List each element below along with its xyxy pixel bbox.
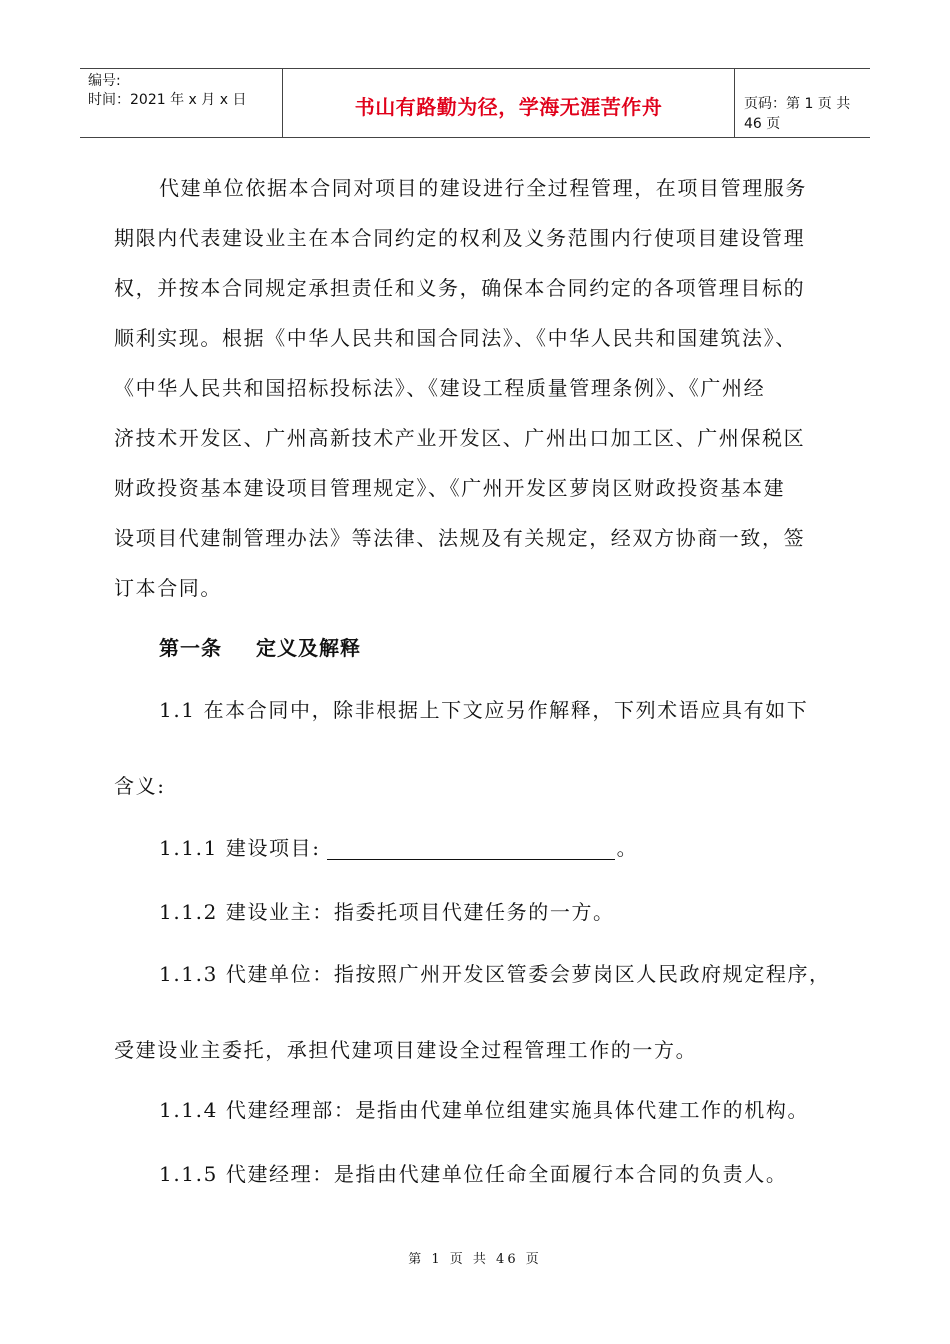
paragraph-line: 设项目代建制管理办法》等法律、法规及有关规定，经双方协商一致，签	[114, 526, 806, 550]
clause-1-1-3: 1.1.3 代建单位：指按照广州开发区管委会萝岗区人民政府规定程序，	[159, 962, 831, 986]
clause-1-1-continuation: 含义:	[114, 774, 166, 798]
time-label: 时间：2021 年 x 月 x 日	[88, 92, 247, 108]
header-motto-cell	[282, 69, 735, 137]
paragraph-line: 代建单位依据本合同对项目的建设进行全过程管理，在项目管理服务	[159, 176, 807, 200]
paragraph-line: 财政投资基本建设项目管理规定》、《广州开发区萝岗区财政投资基本建	[114, 476, 786, 500]
blank-fill-line	[327, 839, 615, 860]
number-label: 编号:	[88, 73, 121, 89]
clause-1-1-2: 1.1.2 建设业主：指委托项目代建任务的一方。	[159, 900, 615, 924]
paragraph-line: 顺利实现。根据《中华人民共和国合同法》、《中华人民共和国建筑法》、	[114, 326, 797, 350]
motto-text: 书山有路勤为径，学海无涯苦作舟	[354, 95, 663, 119]
paragraph-line: 济技术开发区、广州高新技术产业开发区、广州出口加工区、广州保税区	[114, 426, 806, 450]
clause-1-1-1-end: 。	[616, 836, 639, 860]
clause-1-1-1	[159, 836, 638, 860]
clause-1-1: 1.1 在本合同中，除非根据上下文应另作解释，下列术语应具有如下	[159, 698, 809, 722]
article-number: 第一条	[159, 636, 222, 660]
article-heading	[159, 636, 361, 660]
paragraph-line: 《中华人民共和国招标投标法》、《建设工程质量管理条例》、《广州经	[114, 376, 766, 400]
clause-1-1-5: 1.1.5 代建经理：是指由代建单位任命全面履行本合同的负责人。	[159, 1162, 788, 1186]
paragraph-line: 订本合同。	[114, 576, 222, 600]
header-page-label: 页码：第 1 页 共 46 页	[744, 96, 851, 132]
clause-1-1-3-continuation: 受建设业主委托，承担代建项目建设全过程管理工作的一方。	[114, 1038, 698, 1062]
clause-1-1-4: 1.1.4 代建经理部：是指由代建单位组建实施具体代建工作的机构。	[159, 1098, 810, 1122]
article-title: 定义及解释	[256, 636, 361, 660]
clause-1-1-1-label: 1.1.1 建设项目:	[159, 836, 321, 860]
header-info-cell	[80, 69, 282, 137]
page-footer: 第 1 页 共 46 页	[408, 1252, 542, 1267]
paragraph-line: 期限内代表建设业主在本合同约定的权利及义务范围内行使项目建设管理	[114, 226, 806, 250]
paragraph-line: 权，并按本合同规定承担责任和义务，确保本合同约定的各项管理目标的	[114, 276, 806, 300]
document-header	[80, 68, 870, 138]
